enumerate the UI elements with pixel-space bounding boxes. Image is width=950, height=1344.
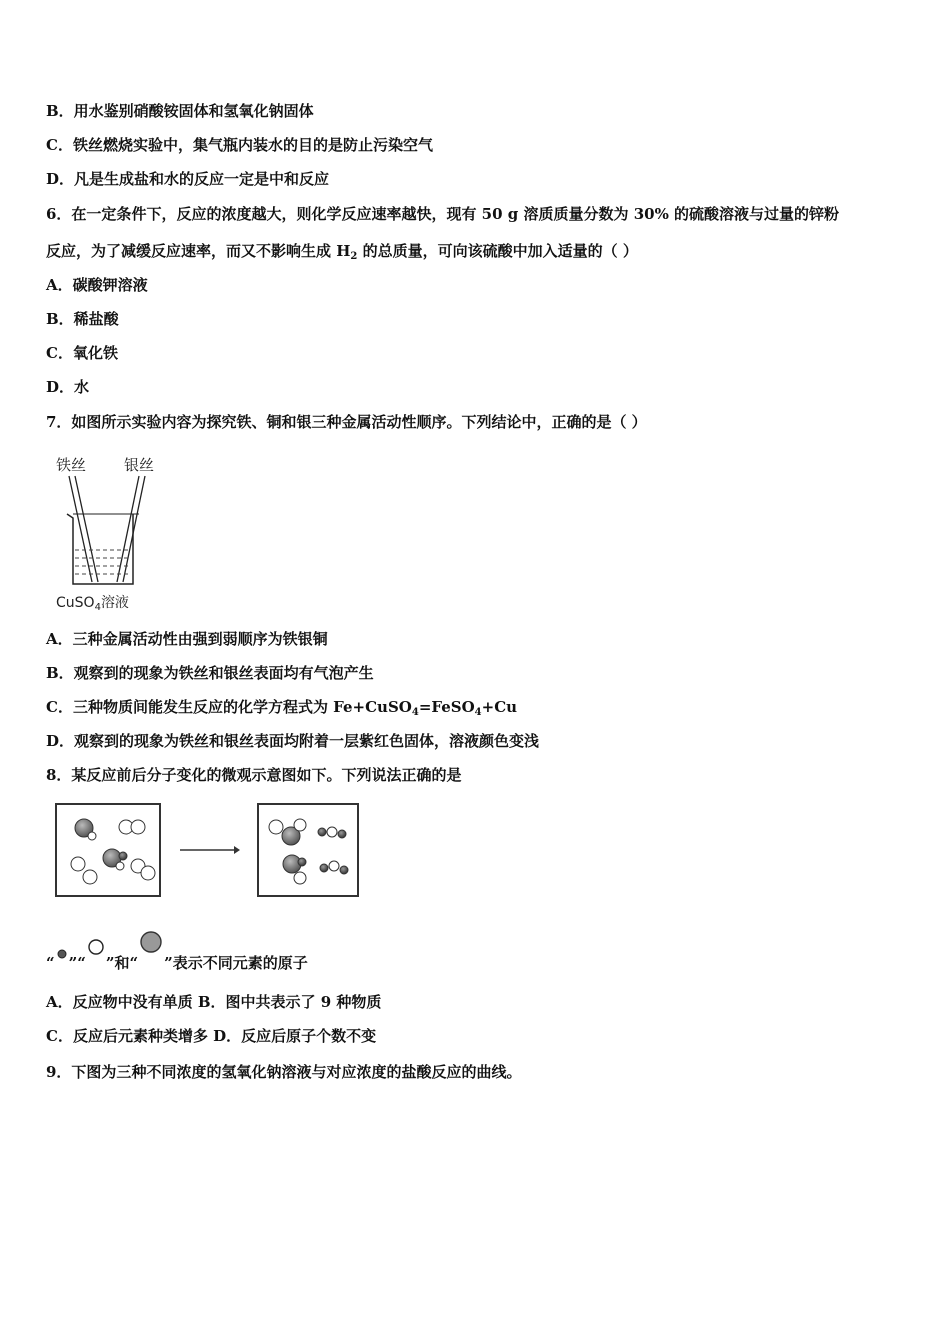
small-atom-icon [55, 948, 69, 960]
q5-option-b: B．用水鉴别硝酸铵固体和氢氧化钠固体 [46, 102, 314, 120]
fig-iron-wire-label: 铁丝 [56, 456, 87, 474]
q9-stem: 9．下图为三种不同浓度的氢氧化钠溶液与对应浓度的盐酸反应的曲线。 [46, 1063, 522, 1081]
q5-option-d: D．凡是生成盐和水的反应一定是中和反应 [46, 170, 330, 188]
q8-atom-legend: “ ”“ ”和“ ”表示不同元素的原子 [46, 944, 308, 973]
large-atom-icon [138, 930, 164, 954]
q6-option-c: C．氧化铁 [46, 344, 118, 362]
q7-option-a: A．三种金属活动性由强到弱顺序为铁银铜 [46, 630, 328, 648]
after-box [258, 804, 358, 896]
q7-stem: 7．如图所示实验内容为探究铁、铜和银三种金属活动性顺序。下列结论中，正确的是（ ） [46, 413, 647, 431]
q6-option-a: A．碳酸钾溶液 [46, 276, 148, 294]
q7-option-d: D．观察到的现象为铁丝和银丝表面均附着一层紫红色固体，溶液颜色变浅 [46, 732, 540, 750]
white-atom-icon [86, 938, 106, 956]
beaker-figure [55, 474, 155, 589]
q6-option-b: B．稀盐酸 [46, 310, 119, 328]
q8-stem: 8．某反应前后分子变化的微观示意图如下。下列说法正确的是 [46, 766, 462, 784]
q6-stem-line2: 反应，为了减缓反应速率，而又不影响生成 $H_2$ 的总质量，可向该硫酸中加入适量的（ ） [46, 242, 638, 262]
q8-options-cd: C．反应后元素种类增多 D．反应后原子个数不变 [46, 1027, 377, 1045]
fig-silver-wire-label: 银丝 [124, 456, 155, 474]
q8-options-ab: A．反应物中没有单质 B．图中共表示了 9 种物质 [46, 993, 382, 1011]
q6-stem-line1: 6．在一定条件下，反应的浓度越大，则化学反应速率越快，现有 50 g 溶质质量分数为 30% 的硫酸溶液与过量的锌粉 [46, 205, 840, 223]
q5-option-c: C．铁丝燃烧实验中，集气瓶内装水的目的是防止污染空气 [46, 136, 433, 154]
q7-option-b: B．观察到的现象为铁丝和银丝表面均有气泡产生 [46, 664, 374, 682]
q7-option-c: C．三种物质间能发生反应的化学方程式为 Fe+CuSO$_4$=FeSO$_4$+Cu [46, 698, 518, 718]
q6-option-d: D．水 [46, 378, 90, 396]
fig-solution-label: CuSO$_4$溶液 [56, 595, 129, 613]
molecule-diagram [50, 800, 370, 900]
